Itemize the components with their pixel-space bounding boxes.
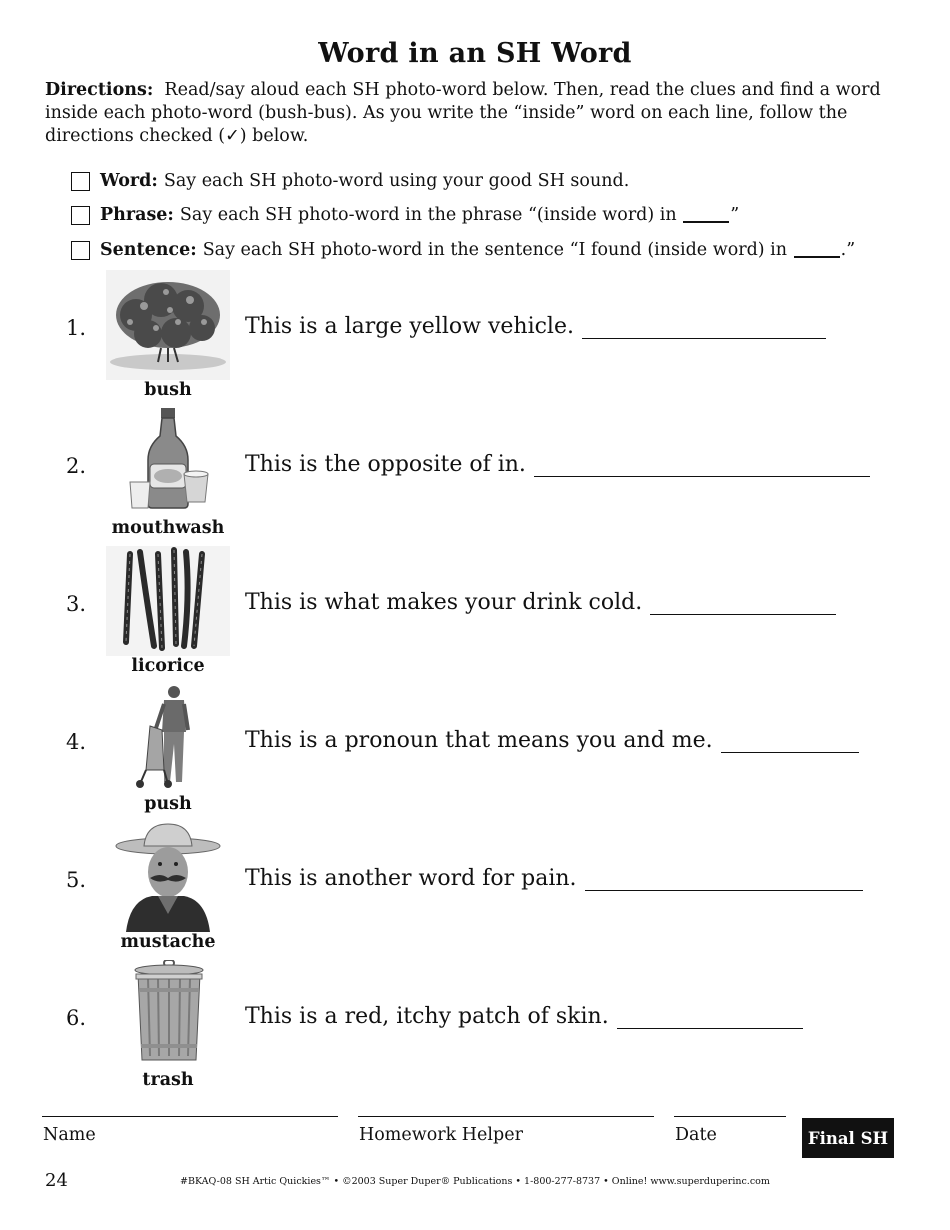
date-label: Date (675, 1125, 717, 1145)
trash-can-photo-icon (106, 960, 230, 1070)
date-line[interactable] (674, 1116, 786, 1117)
clue-text: This is a large yellow vehicle. (245, 314, 574, 339)
answer-line[interactable] (721, 732, 859, 753)
answer-line[interactable] (585, 870, 863, 891)
checklist-item-sentence[interactable] (71, 239, 855, 261)
checkbox[interactable] (71, 206, 90, 225)
photo-word: trash (142, 1070, 194, 1090)
photo-word: mustache (120, 932, 216, 952)
page-title: Word in an SH Word (318, 38, 632, 69)
photo-word: bush (144, 380, 192, 400)
checkbox[interactable] (71, 241, 90, 260)
clue (245, 866, 863, 891)
checkbox[interactable] (71, 172, 90, 191)
item-number: 4. (66, 730, 87, 754)
checklist-end: .” (840, 240, 856, 260)
clue (245, 590, 836, 615)
name-line[interactable] (42, 1116, 338, 1117)
exercise-item (0, 822, 950, 960)
item-number: 1. (66, 316, 87, 340)
item-number: 2. (66, 454, 87, 478)
clue (245, 452, 870, 477)
photo-word: push (144, 794, 192, 814)
short-blank (794, 242, 840, 258)
answer-line[interactable] (650, 594, 836, 615)
item-number: 6. (66, 1006, 87, 1030)
checklist-item-phrase[interactable] (71, 204, 739, 226)
clue-text: This is a pronoun that means you and me. (245, 728, 713, 753)
checklist-item-word[interactable] (71, 170, 629, 192)
clue-text: This is a red, itchy patch of skin. (245, 1004, 609, 1029)
footer-copyright: #BKAQ-08 SH Artic Quickies™ • ©2003 Super Duper® Publications • 1-800-277-8737 • Online! www.superduperinc.com (180, 1176, 770, 1187)
exercise-item (0, 684, 950, 822)
item-number: 5. (66, 868, 87, 892)
checklist-text: Say each SH photo-word in the phrase “(inside word) in (179, 205, 677, 225)
licorice-photo-icon (106, 546, 230, 656)
mouthwash-photo-icon (106, 408, 230, 518)
answer-line[interactable] (534, 456, 870, 477)
name-label: Name (43, 1125, 96, 1145)
checklist-label: Sentence: (100, 240, 197, 260)
checklist-end: ” (730, 205, 740, 225)
exercise-item (0, 270, 950, 408)
checklist-text: Say each SH photo-word using your good SH sound. (163, 171, 630, 191)
checklist-label: Phrase: (100, 205, 174, 225)
clue (245, 314, 826, 339)
homework-helper-label: Homework Helper (359, 1125, 523, 1145)
checklist-label: Word: (100, 171, 158, 191)
exercise-item (0, 408, 950, 546)
photo-word: mouthwash (111, 518, 225, 538)
directions (45, 79, 905, 148)
exercise-item (0, 960, 950, 1098)
item-number: 3. (66, 592, 87, 616)
directions-label: Directions: (45, 80, 154, 100)
push-stroller-photo-icon (106, 684, 230, 794)
mustache-man-photo-icon (106, 822, 230, 932)
clue (245, 1004, 803, 1029)
page-number: 24 (45, 1170, 68, 1191)
checklist-text: Say each SH photo-word in the sentence “I found (inside word) in (202, 240, 788, 260)
clue (245, 728, 859, 753)
directions-text: Read/say aloud each SH photo-word below. Then, read the clues and find a word inside each photo-word (bush-bus). As you write the “inside” word on each line, follow the directions checked (✓) below. (45, 80, 881, 146)
clue-text: This is what makes your drink cold. (245, 590, 643, 615)
bush-photo-icon (106, 270, 230, 380)
short-blank (683, 207, 729, 223)
photo-word: licorice (131, 656, 205, 676)
exercise-item (0, 546, 950, 684)
final-sh-badge: Final SH (802, 1118, 894, 1158)
homework-helper-line[interactable] (358, 1116, 654, 1117)
clue-text: This is the opposite of in. (245, 452, 526, 477)
answer-line[interactable] (582, 318, 826, 339)
answer-line[interactable] (617, 1008, 803, 1029)
clue-text: This is another word for pain. (245, 866, 577, 891)
